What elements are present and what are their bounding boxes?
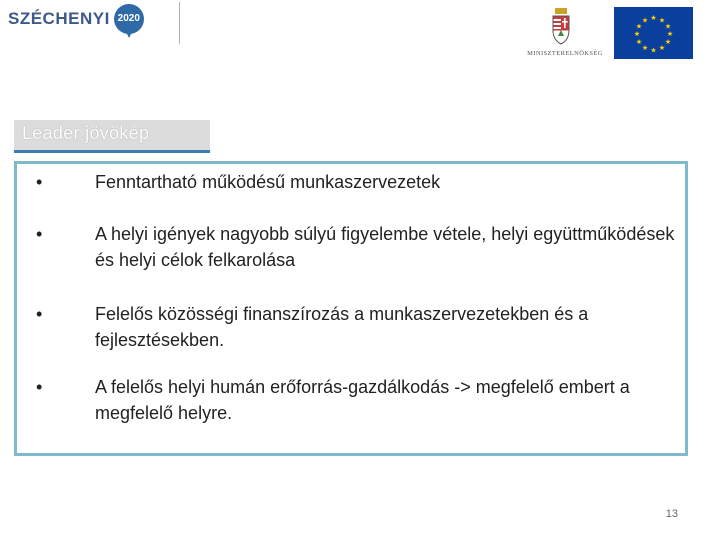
svg-text:★: ★ <box>635 22 643 31</box>
header-divider <box>179 2 180 44</box>
szechenyi-2020-logo <box>8 4 144 34</box>
slide-title-bar <box>14 120 210 153</box>
list-item: Fenntartható működésű munkaszervezetek <box>95 172 441 192</box>
svg-text:★: ★ <box>641 44 649 52</box>
svg-text:★: ★ <box>650 14 657 22</box>
bullet-icon: • <box>36 304 43 324</box>
bullet-icon: • <box>36 224 43 244</box>
svg-text:★: ★ <box>633 30 641 38</box>
svg-text:★: ★ <box>666 30 674 38</box>
logo-text: SZÉCHENYI <box>8 9 110 28</box>
location-pin-icon <box>114 4 144 34</box>
list-item: Felelős közösségi finanszírozás a munkaszervezetekben és a fejlesztésekben. <box>95 304 589 350</box>
svg-text:★: ★ <box>658 44 666 52</box>
list-item: A helyi igények nagyobb súlyú figyelembe vétele, helyi együttműködések és helyi célok felkarolása <box>95 224 675 270</box>
coat-of-arms-icon <box>551 8 571 51</box>
svg-text:★: ★ <box>658 16 666 25</box>
svg-text:★: ★ <box>641 16 649 25</box>
bullet-icon: • <box>36 172 43 192</box>
svg-text:★: ★ <box>635 38 643 46</box>
content-box <box>14 161 688 456</box>
svg-text:★: ★ <box>664 38 672 46</box>
slide-title: Leader jövőkép <box>22 123 150 143</box>
page-number: 13 <box>665 508 678 520</box>
svg-text:★: ★ <box>664 22 672 31</box>
logo-year: 2020 <box>117 13 140 24</box>
ministry-label: MINISZTERELNÖKSÉG <box>527 50 603 57</box>
svg-text:★: ★ <box>650 46 657 55</box>
bullet-icon: • <box>36 377 43 397</box>
list-item: A felelős helyi humán erőforrás-gazdálkodás -> megfelelő embert a megfelelő helyre. <box>95 377 630 423</box>
eu-flag-icon <box>614 7 693 59</box>
